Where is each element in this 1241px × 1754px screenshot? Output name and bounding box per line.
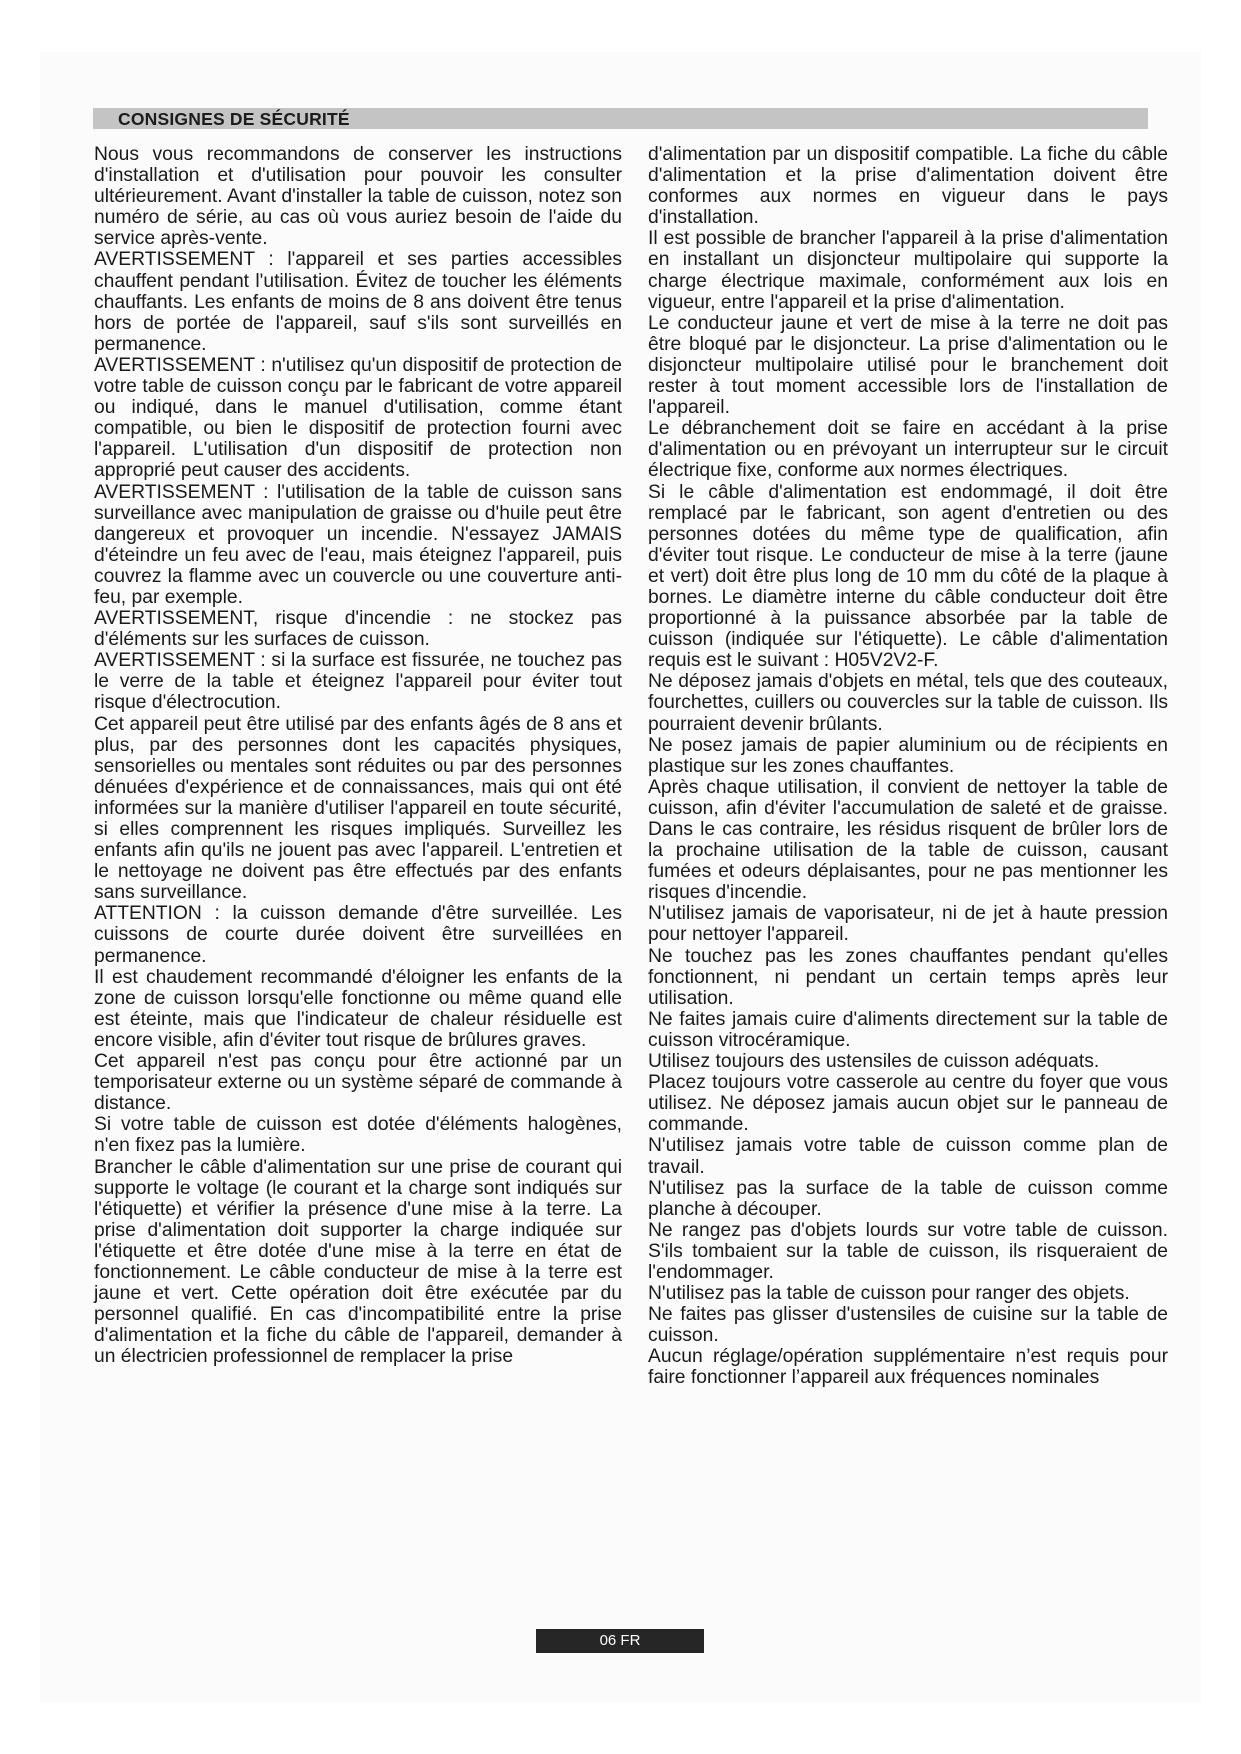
paragraph: AVERTISSEMENT : si la surface est fissurée, ne touchez pas le verre de la table et éteignez l'appareil pour éviter tout risque d'électrocution. bbox=[94, 650, 622, 714]
paragraph: N'utilisez pas la table de cuisson pour ranger des objets. bbox=[648, 1283, 1130, 1305]
paragraph: Le conducteur jaune et vert de mise à la terre ne doit pas être bloqué par le disjoncteur. La prise d'alimentation ou le disjoncteur multipolaire utilisé pour le branchement doit rester à tout moment accessible lors de l'installation de l'appareil. bbox=[648, 312, 1168, 419]
paragraph: AVERTISSEMENT : l'utilisation de la table de cuisson sans surveillance avec manipulation de graisse ou d'huile peut être dangereux et provoquer un incendie. N'essayez JAMAIS d'éteindre un feu avec de l'eau, mais éteignez l'appareil, puis couvrez la flamme avec un couvercle ou une couverture anti-feu, par exemple. bbox=[94, 481, 622, 608]
paragraph: Si votre table de cuisson est dotée d'éléments halogènes, n'en fixez pas la lumière. bbox=[94, 1114, 622, 1157]
paragraph: Ne faites pas glisser d'ustensiles de cuisine sur la table de cuisson. bbox=[648, 1304, 1168, 1347]
paragraph: N'utilisez jamais de vaporisateur, ni de jet à haute pression pour nettoyer l'appareil. bbox=[648, 903, 1168, 946]
paragraph: Après chaque utilisation, il convient de nettoyer la table de cuisson, afin d'éviter l'accumulation de saleté et de graisse. Dans le cas contraire, les résidus risquent de brûler lors de la prochaine utilisation de la table de cuisson, causant fumées et odeurs déplaisantes, pour ne pas mentionner les risques d'incendie. bbox=[648, 776, 1168, 904]
paragraph: d'alimentation par un dispositif compatible. La fiche du câble d'alimentation et la prise d'alimentation doivent être conformes aux normes en vigueur dans le pays d'installation. bbox=[648, 144, 1168, 229]
paragraph: Ne rangez pas d'objets lourds sur votre table de cuisson. S'ils tombaient sur la table de cuisson, ils risqueraient de l'endommager. bbox=[648, 1219, 1168, 1283]
right-column bbox=[648, 144, 1168, 1389]
paragraph: AVERTISSEMENT : n'utilisez qu'un dispositif de protection de votre table de cuisson conçu par le fabricant de votre appareil ou indiqué, dans le manuel d'utilisation, comme étant compatible, ou bien le dispositif de protection fourni avec l'appareil. L'utilisation d'un dispositif de protection non approprié peut causer des accidents. bbox=[94, 354, 622, 482]
paragraph: Cet appareil peut être utilisé par des enfants âgés de 8 ans et plus, par des personnes dont les capacités physiques, sensorielles ou mentales sont réduites ou par des personnes dénuées d'expérience et de connaissances, mais qui ont été informées sur la manière d'utiliser l'appareil en toute sécurité, si elles comprennent les risques impliqués. Surveillez les enfants afin qu'ils ne jouent pas avec l'appareil. L'entretien et le nettoyage ne doivent pas être effectués par des enfants sans surveillance. bbox=[94, 713, 622, 904]
paragraph: Ne faites jamais cuire d'aliments directement sur la table de cuisson vitrocéramique. bbox=[648, 1008, 1168, 1051]
left-column bbox=[94, 144, 622, 1367]
paragraph: N'utilisez pas la surface de la table de cuisson comme planche à découper. bbox=[648, 1177, 1168, 1220]
paragraph: AVERTISSEMENT, risque d'incendie : ne stockez pas d'éléments sur les surfaces de cuisson. bbox=[94, 608, 622, 651]
page-number: 06 FR bbox=[536, 1629, 704, 1653]
paragraph: Nous vous recommandons de conserver les instructions d'installation et d'utilisation pour pouvoir les consulter ultérieurement. Avant d'installer la table de cuisson, notez son numéro de série, au cas où vous auriez besoin de l'aide du service après-vente. bbox=[94, 144, 622, 250]
paragraph: AVERTISSEMENT : l'appareil et ses parties accessibles chauffent pendant l'utilisation. Évitez de toucher les éléments chauffants. Les enfants de moins de 8 ans doivent être tenus hors de portée de l'appareil, sauf s'ils sont surveillés en permanence. bbox=[94, 249, 622, 355]
paragraph: Brancher le câble d'alimentation sur une prise de courant qui supporte le voltage (le courant et la charge sont indiqués sur l'étiquette) et vérifier la présence d'une mise à la terre. La prise d'alimentation doit supporter la charge indiquée sur l'étiquette et être dotée d'une mise à la terre en état de fonctionnement. Le câble conducteur de mise à la terre est jaune et vert. Cette opération doit être exécutée par du personnel qualifié. En cas d'incompatibilité entre la prise d'alimentation et la fiche du câble de l'appareil, demander à un électricien professionnel de remplacer la prise bbox=[94, 1156, 622, 1368]
paragraph: Le débranchement doit se faire en accédant à la prise d'alimentation ou en prévoyant un interrupteur sur le circuit électrique fixe, conforme aux normes électriques. bbox=[648, 418, 1168, 482]
paragraph: Ne posez jamais de papier aluminium ou de récipients en plastique sur les zones chauffantes. bbox=[648, 734, 1168, 777]
paragraph: Il est possible de brancher l'appareil à la prise d'alimentation en installant un disjoncteur multipolaire qui supporte la charge électrique maximale, conformément aux lois en vigueur, entre l'appareil et la prise d'alimentation. bbox=[648, 228, 1168, 313]
paragraph: ATTENTION : la cuisson demande d'être surveillée. Les cuissons de courte durée doivent être surveillées en permanence. bbox=[94, 903, 622, 967]
paragraph: Ne touchez pas les zones chauffantes pendant qu'elles fonctionnent, ni pendant un certain temps après leur utilisation. bbox=[648, 945, 1168, 1009]
paragraph: Utilisez toujours des ustensiles de cuisson adéquats. bbox=[648, 1051, 1100, 1073]
section-title: CONSIGNES DE SÉCURITÉ bbox=[118, 109, 350, 129]
paragraph: Cet appareil n'est pas conçu pour être actionné par un temporisateur externe ou un système séparé de commande à distance. bbox=[94, 1051, 622, 1115]
paragraph: N'utilisez jamais votre table de cuisson comme plan de travail. bbox=[648, 1135, 1168, 1178]
paragraph: Placez toujours votre casserole au centre du foyer que vous utilisez. Ne déposez jamais aucun objet sur le panneau de commande. bbox=[648, 1072, 1168, 1136]
paragraph: Ne déposez jamais d'objets en métal, tels que des couteaux, fourchettes, cuillers ou couvercles sur la table de cuisson. Ils pourraient devenir brûlants. bbox=[648, 671, 1168, 735]
paragraph: Il est chaudement recommandé d'éloigner les enfants de la zone de cuisson lorsqu'elle fonctionne ou même quand elle est éteinte, mais que l'indicateur de chaleur résiduelle est encore visible, afin d'éviter tout risque de brûlures graves. bbox=[94, 966, 622, 1051]
paragraph: Aucun réglage/opération supplémentaire n’est requis pour faire fonctionner l’appareil aux fréquences nominales bbox=[648, 1346, 1168, 1389]
paragraph: Si le câble d'alimentation est endommagé, il doit être remplacé par le fabricant, son agent d'entretien ou des personnes dotées du même type de qualification, afin d'éviter tout risque. Le conducteur de mise à la terre (jaune et vert) doit être plus long de 10 mm du côté de la plaque à bornes. Le diamètre interne du câble conducteur doit être proportionné à la puissance absorbée par la table de cuisson (indiquée sur l'étiquette). Le câble d'alimentation requis est le suivant : H05V2V2-F. bbox=[648, 481, 1168, 672]
